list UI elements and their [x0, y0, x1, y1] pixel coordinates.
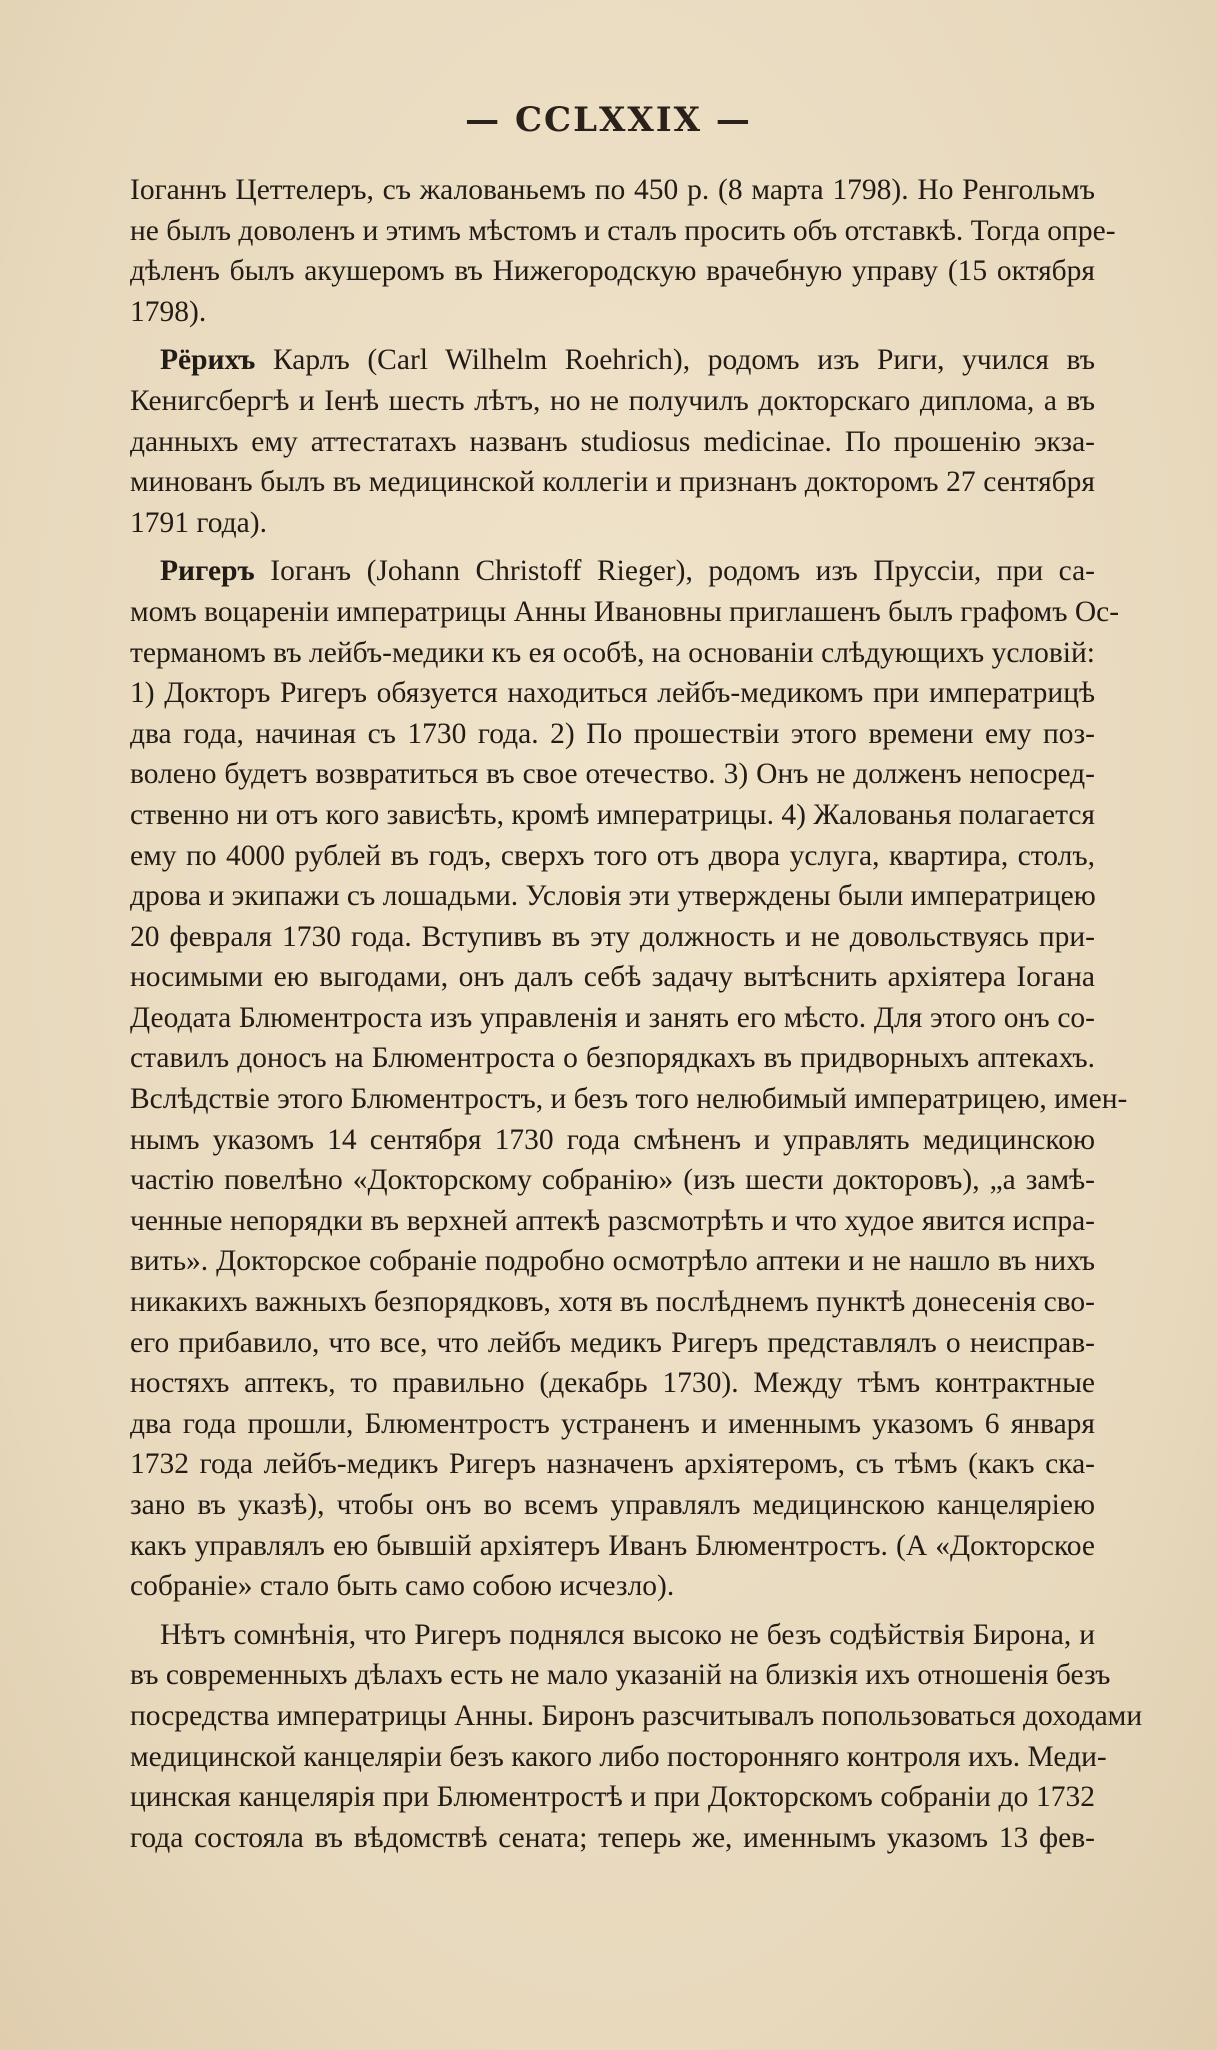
text-line: года состояла въ вѣдомствѣ сената; теперь же, именнымъ указомъ 13 фев- — [130, 1821, 1095, 1854]
text-line: терманомъ въ лейбъ-медики къ ея особѣ, на основаніи слѣдующихъ условій: — [130, 636, 1095, 669]
paragraph-gap — [130, 332, 1095, 340]
text-line: 1798). — [130, 295, 207, 328]
text-line: зано въ указѣ), чтобы онъ во всемъ управлялъ медицинскою канцеляріею — [130, 1489, 1095, 1521]
page-number: — CCLXXIX — — [465, 100, 752, 140]
text-line: не былъ доволенъ и этимъ мѣстомъ и сталъ просить объ отставкѣ. Тогда опре- — [130, 214, 1116, 247]
text-line: какъ управлялъ ею бывшій архіятеръ Иванъ Блюментростъ. (А «Докторское — [130, 1529, 1095, 1562]
text-line: собраніе» стало быть само собою исчезло). — [130, 1570, 675, 1603]
text-line: медицинской канцеляріи безъ какого либо посторонняго контроля ихъ. Меди- — [130, 1740, 1107, 1773]
text-line: никакихъ важныхъ безпорядковъ, хотя въ послѣднемъ пунктѣ донесенія сво- — [130, 1286, 1095, 1319]
text-line: въ современныхъ дѣлахъ есть не мало указаній на близкія ихъ отношенія безъ — [130, 1659, 1111, 1692]
text-line: ему по 4000 рублей въ годъ, сверхъ того отъ двора услуга, квартира, столъ, — [130, 839, 1095, 872]
text-line: два года прошли, Блюментростъ устраненъ и именнымъ указомъ 6 января — [130, 1407, 1095, 1440]
text-line: его прибавило, что все, что лейбъ медикъ Ригеръ представлялъ о неисправ- — [130, 1326, 1095, 1359]
paragraph-4 — [130, 1615, 1143, 1859]
text-line: дрова и экипажи съ лошадьми. Условія эти утверждены были императрицею — [130, 880, 1096, 913]
text-line: 20 февраля 1730 года. Вступивъ въ эту должность и не довольствуясь при- — [130, 920, 1095, 953]
text-line: 1732 года лейбъ-медикъ Ригеръ назначенъ архіятеромъ, съ тѣмъ (какъ ска- — [130, 1448, 1095, 1481]
entry-name: Рёрихъ — [160, 344, 256, 377]
text-line: ностяхъ аптекъ, то правильно (декабрь 1730). Между тѣмъ контрактные — [130, 1367, 1095, 1400]
text-line: посредства императрицы Анны. Биронъ разсчитывалъ попользоваться доходами — [130, 1699, 1143, 1732]
text-line: ственно ни отъ кого зависѣть, кромѣ императрицы. 4) Жалованья полагается — [130, 798, 1095, 831]
text-line: Деодата Блюментроста изъ управленія и занять его мѣсто. Для этого онъ со- — [130, 1001, 1095, 1034]
text-line: цинская канцелярія при Блюментростѣ и при Докторскомъ собраніи до 1732 — [130, 1781, 1095, 1814]
text-line: ставилъ доносъ на Блюментроста о безпорядкахъ въ придворныхъ аптекахъ. — [130, 1042, 1095, 1075]
text-line — [130, 340, 1095, 381]
text-line: минованъ былъ въ медицинской коллегіи и признанъ докторомъ 27 сентября — [130, 466, 1095, 499]
text-line: два года, начиная съ 1730 года. 2) По прошествіи этого времени ему поз- — [130, 717, 1095, 750]
text-line: 1) Докторъ Ригеръ обязуется находиться лейбъ-медикомъ при императрицѣ — [130, 677, 1095, 710]
text-line: носимыми ею выгодами, онъ далъ себѣ задачу вытѣснить архіятера Іогана — [130, 961, 1095, 994]
paragraph-1 — [130, 170, 1116, 332]
paragraph-gap — [130, 543, 1095, 551]
text-line: волено будетъ возвратиться въ свое отечество. 3) Онъ не долженъ непосред- — [130, 758, 1095, 791]
paragraph-2 — [130, 340, 1095, 543]
text-line: Іоганнъ Цеттелеръ, съ жалованьемъ по 450 р. (8 марта 1798). Но Ренгольмъ — [130, 174, 1095, 206]
text-fragment: Іоганъ (Johann Christoff Rieger), родомъ изъ Пруссіи, при са- — [254, 555, 1095, 588]
text-line: вить». Докторское собраніе подробно осмотрѣло аптеки и не нашло въ нихъ — [130, 1245, 1095, 1278]
text-fragment: Карлъ (Carl Wilhelm Roehrich), родомъ изъ Риги, учился въ — [255, 344, 1095, 377]
text-line — [130, 551, 1095, 592]
text-line: момъ воцареніи императрицы Анны Ивановны приглашенъ былъ графомъ Ос- — [130, 595, 1120, 628]
text-line: частію повелѣно «Докторскому собранію» (изъ шести докторовъ), „а замѣ- — [130, 1164, 1095, 1197]
text-line: Вслѣдствіе этого Блюментростъ, и безъ того нелюбимый императрицею, имен- — [130, 1083, 1128, 1116]
text-line: 1791 года). — [130, 506, 267, 539]
text-line: данныхъ ему аттестатахъ названъ studiosus medicinae. По прошенію экза- — [130, 425, 1095, 458]
text-line: ченные непорядки въ верхней аптекѣ разсмотрѣть и что худое явится испра- — [130, 1204, 1095, 1237]
paragraph-gap — [130, 1607, 1095, 1615]
text-line: Нѣтъ сомнѣнія, что Ригеръ поднялся высоко не безъ содѣйствія Бирона, и — [160, 1618, 1095, 1651]
entry-name: Ригеръ — [160, 555, 255, 588]
text-line: дѣленъ былъ акушеромъ въ Нижегородскую врачебную управу (15 октября — [130, 255, 1095, 288]
paragraph-3 — [130, 551, 1128, 1606]
text-line: Кенигсбергѣ и Іенѣ шесть лѣтъ, но не получилъ докторскаго диплома, а въ — [130, 384, 1095, 417]
text-line: нымъ указомъ 14 сентября 1730 года смѣненъ и управлять медицинскою — [130, 1123, 1095, 1156]
page-body — [130, 170, 1143, 1858]
